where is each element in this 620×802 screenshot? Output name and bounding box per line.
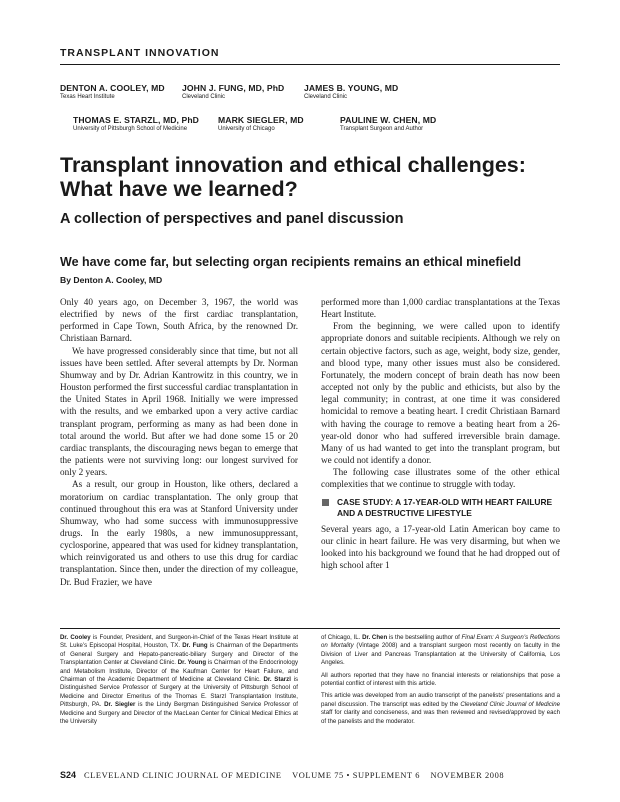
main-title-line-1: Transplant innovation and ethical challenges: [60,153,526,177]
author-chen [340,115,436,132]
case-heading-line-1: CASE STUDY: A 17-YEAR-OLD WITH HEART FAILURE [337,496,553,507]
journal-name: Cleveland Clinic Journal of Medicine [460,700,560,708]
author-affiliation: Cleveland Clinic [304,94,348,100]
body-paragraph: Only 40 years ago, on December 3, 1967, the world was electrified by news of the first cardiac transplantation, performed in Cape Town, South Africa, by the renowned Dr. Christiaan Barnard. [60,297,298,344]
case-heading-line-2: AND A DESTRUCTIVE LIFESTYLE [337,507,472,518]
author-bios-paragraph [60,634,298,726]
author-name: MARK SIEGLER, MD [218,115,304,125]
bio-name: Dr. Siegler [104,701,136,709]
page-number: S24 [60,770,77,780]
author-name: JAMES B. YOUNG, MD [304,83,399,93]
footnote-rule [60,628,560,629]
bio-name: Dr. Cooley [60,634,91,641]
volume-info: VOLUME 75 • SUPPLEMENT 6 [292,771,421,780]
bio-name: Dr. Young [177,659,207,667]
author-bios-continued [321,634,560,668]
bio-text: is Chairman of the Endocrinology and Metabolism Institute, Director of the Kaufman Center for Heart Failure, and Chairman of the Academic Department of Medicine at Cleveland Clinic. [60,659,298,684]
author-name: DENTON A. COOLEY, MD [60,83,165,93]
square-bullet-icon [322,499,329,506]
author-row-1 [60,83,398,100]
subtitle: A collection of perspectives and panel discussion [60,211,404,227]
note-text: staff for clarity and conciseness, and was then reviewed and revised/approved by each of the panelists and the moderator. [321,709,560,725]
bio-text: is Founder, President, and Surgeon-in-Chief of the Texas Heart Institute at St. Luke’s Episcopal Hospital, Houston, TX. [60,634,299,650]
article-title: We have come far, but selecting organ recipients remains an ethical minefield [60,255,522,269]
main-title [60,153,580,201]
case-study-heading-text [337,497,552,519]
main-title-line-2: What have we learned? [60,177,298,201]
author-siegler [218,115,340,132]
bio-text: is the Lindy Bergman Distinguished Service Professor of Medicine and Surgery and Director of the MacLean Center for Clinical Medical Ethics at the University [60,701,298,726]
author-cooley [60,83,182,100]
bio-text: is Distinguished Service Professor of Surgery at the University of Pittsburgh School of Medicine and Director Emeritus of the Thomas E. Starzl Transplantation Institute, Pittsburgh, PA. [60,676,299,709]
body-paragraph: The following case illustrates some of the other ethical complexities that we continue to struggle with today. [321,467,560,490]
book-title: Final Exam: A Surgeon’s Reflections on Mortality [321,634,560,650]
byline: By Denton A. Cooley, MD [60,275,163,285]
author-affiliation: University of Pittsburgh School of Medicine [73,126,188,132]
bio-text: is the bestselling author of [387,634,462,641]
author-name: THOMAS E. STARZL, MD, PhD [73,115,199,125]
bio-name: Dr. Starzl [263,676,291,684]
body-paragraph: Several years ago, a 17-year-old Latin American boy came to our clinic in heart failure. He was very disarming, but when we looked into his background we found that he had dropped out of high school after 1 [321,523,560,570]
author-starzl [73,115,218,132]
editorial-note-paragraph [321,692,560,726]
author-affiliation: Texas Heart Institute [60,94,115,100]
footnote-column-right [321,634,560,730]
author-affiliation: Transplant Surgeon and Author [340,126,424,132]
disclosure-paragraph: All authors reported that they have no financial interests or relationships that pose a potential conflict of interest with this article. [321,671,560,688]
body-paragraph: We have progressed considerably since that time, but not all issues have been settled. After several attempts by Dr. Norman Shumway and by Dr. Adrian Kantrowitz in this country, we in Houston performed the first successful cardiac transplantation in the United States in April 1968. Initially we were impressed with the results, and we embarked upon a very active cardiac transplant program, performing as many as had been done in total around the world. But after we had done some 15 or 20 cardiac transplants, the discouraging news began to emerge that the patients were not surviving long: our longest survived for only 2 years. [60,345,298,478]
author-affiliation: Cleveland Clinic [182,94,226,100]
author-young [304,83,398,100]
bio-text: is Chairman of the Departments of General Surgery and Hepato-pancreatic-biliary Surgery and Director of the Transplantation Center at Cleveland Clinic. [60,642,298,667]
issue-date: NOVEMBER 2008 [430,771,505,780]
body-column-right [321,296,560,571]
body-paragraph: As a result, our group in Houston, like others, declared a moratorium on cardiac transplantation. The only group that continued throughout this era was at Stanford University under Shumway, who had some success with immunosuppressive drugs. In the early 1980s, a new immunosuppressant, cyclosporine, appeared that was used for kidney transplantation, which reinvigorated us and others to use this drug for cardiac transplantation. Since then, under the direction of my colleague, Dr. Bud Frazier, we have [60,479,298,587]
footnote-column-left [60,634,298,730]
note-text: This article was developed from an audio transcript of the panelists’ presentations and a panel discussion. The transcript was edited by the [321,692,560,708]
author-name: PAULINE W. CHEN, MD [340,115,437,125]
body-paragraph: From the beginning, we were called upon to identify appropriate donors and suitable recipients. Although we rely on certain objective factors, such as age, weight, body size, gender, and blood type, many other issues must also be considered. Fortunately, the modern concept of brain death has now been accepted not only by the public and ethicists, but also by the legal community; in contrast, at one time it was considered homicidal to remove a beating heart. I credit Christiaan Barnard with having the courage to remove a beating heart from a 26-year-old donor who had suffered irreversible brain damage. Many of us had wanted to get into the transplant program, but we could not identify a donor. [321,321,560,466]
bio-text: (Vintage 2008) and a transplant surgeon most recently on faculty in the Division of Liver and Pancreas Transplantation at the University of California, Los Angeles. [321,642,560,667]
journal-name-footer: CLEVELAND CLINIC JOURNAL OF MEDICINE [84,771,282,780]
author-affiliation: University of Chicago [218,126,275,132]
section-label: TRANSPLANT INNOVATION [60,47,220,59]
body-column-left [60,296,298,588]
author-fung [182,83,304,100]
case-study-heading [321,497,560,519]
author-name: JOHN J. FUNG, MD, PhD [182,83,285,93]
page-footer [60,770,504,780]
body-paragraph: performed more than 1,000 cardiac transplantations at the Texas Heart Institute. [321,297,560,320]
bio-text: of Chicago, IL. [321,634,363,641]
author-row-2 [73,115,436,132]
bio-name: Dr. Chen [362,634,388,641]
section-rule [60,64,560,65]
bio-name: Dr. Fung [182,642,208,650]
